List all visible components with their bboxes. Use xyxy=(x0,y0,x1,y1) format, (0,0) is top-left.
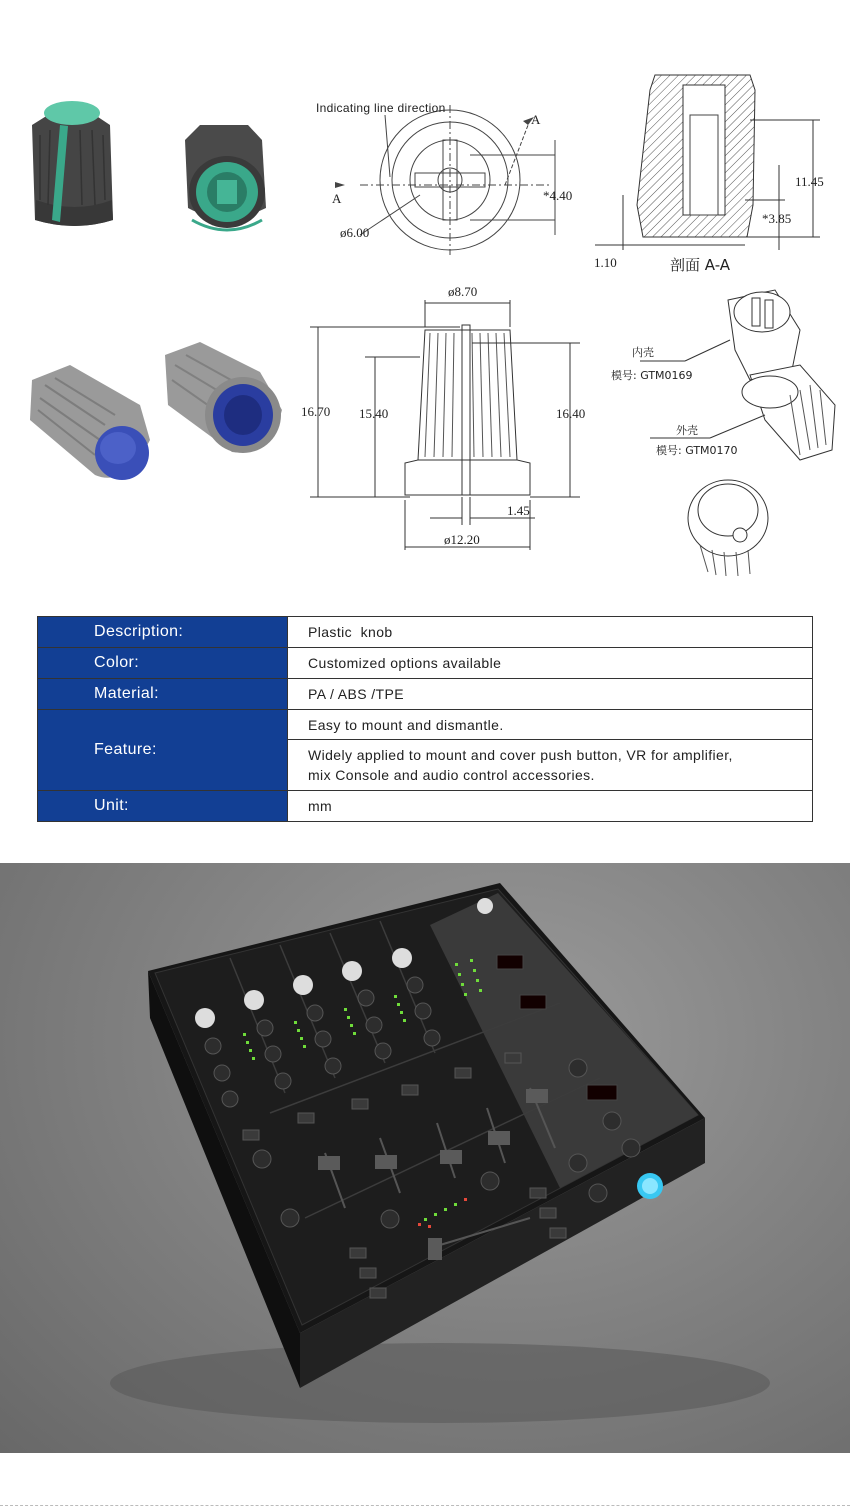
spec-row-unit xyxy=(38,791,813,822)
assembly-sketch xyxy=(600,280,845,580)
section-view-drawing xyxy=(595,65,835,275)
inner-model-label: 模号: GTM0169 xyxy=(611,369,693,382)
knob-photos xyxy=(0,80,300,500)
feature-value-2a: Widely applied to mount and cover push button, VR for amplifier, xyxy=(308,747,733,763)
blue-knob-bottom xyxy=(165,342,282,453)
section-marker-right: A xyxy=(531,112,541,127)
dim-diameter-1220: ø12.20 xyxy=(444,532,480,547)
feature-label: Feature: xyxy=(38,710,288,791)
dim-diameter-870: ø8.70 xyxy=(448,284,478,299)
unit-value: mm xyxy=(288,791,813,822)
green-knob-side xyxy=(32,101,113,226)
mixer-photo xyxy=(0,863,850,1453)
color-label: Color: xyxy=(38,648,288,679)
dim-145: 1.45 xyxy=(507,503,530,518)
front-view-drawing xyxy=(300,285,600,555)
dim-440: *4.40 xyxy=(543,188,573,203)
green-knob-bottom xyxy=(185,125,266,230)
blue-knob-side xyxy=(30,365,150,480)
mixer-illustration xyxy=(0,863,850,1453)
dim-1145: 11.45 xyxy=(795,174,824,189)
dim-385: *3.85 xyxy=(762,211,792,226)
unit-label: Unit: xyxy=(38,791,288,822)
material-value: PA / ABS /TPE xyxy=(288,679,813,710)
spec-row-feature xyxy=(38,710,813,740)
feature-value-1: Easy to mount and dismantle. xyxy=(288,710,813,740)
dim-diameter-600: ø6.00 xyxy=(340,225,370,240)
dim-1540: 15.40 xyxy=(359,406,389,421)
outer-shell-label: 外壳 xyxy=(676,424,698,437)
feature-value-2b: mix Console and audio control accessories. xyxy=(308,767,595,783)
spec-row-description xyxy=(38,617,813,648)
spec-table xyxy=(37,616,813,822)
indicating-line-label: Indicating line direction xyxy=(316,101,446,115)
color-value: Customized options available xyxy=(288,648,813,679)
description-value: Plastic knob xyxy=(288,617,813,648)
inner-shell-label: 内壳 xyxy=(632,346,654,359)
material-label: Material: xyxy=(38,679,288,710)
spec-row-material xyxy=(38,679,813,710)
description-label: Description: xyxy=(38,617,288,648)
section-marker-left: A xyxy=(332,191,342,206)
section-title: 剖面 A-A xyxy=(670,256,731,274)
spec-row-color xyxy=(38,648,813,679)
feature-value-2 xyxy=(288,740,813,791)
bottom-divider xyxy=(0,1505,850,1506)
dim-110: 1.10 xyxy=(594,255,617,270)
dim-1670: 16.70 xyxy=(301,404,331,419)
outer-model-label: 模号: GTM0170 xyxy=(656,444,738,457)
dim-1640: 16.40 xyxy=(556,406,586,421)
